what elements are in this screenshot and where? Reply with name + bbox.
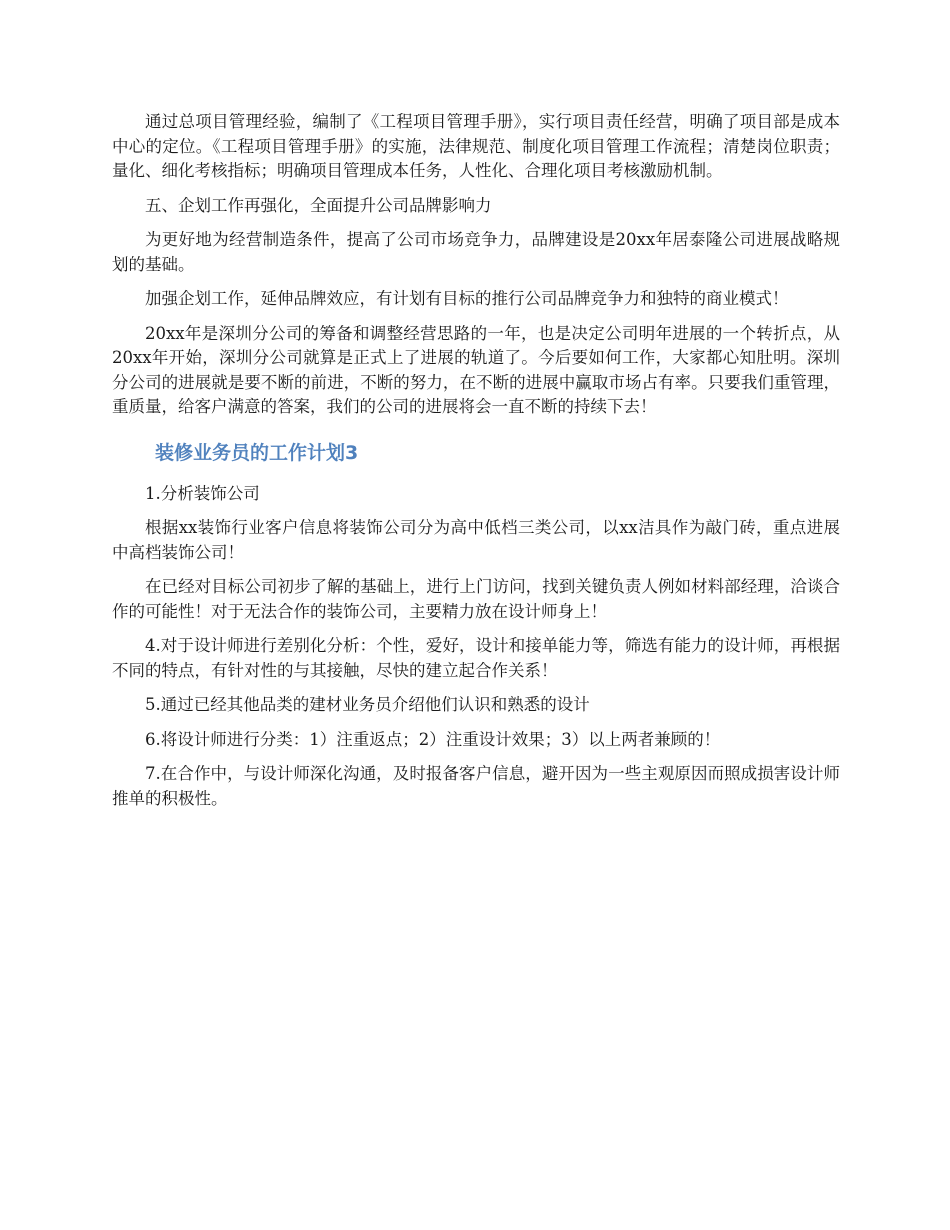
paragraph-designer-categories: 6.将设计师进行分类：1）注重返点；2）注重设计效果；3）以上两者兼顾的！ bbox=[145, 729, 721, 749]
paragraph-cooperation: 7.在合作中，与设计师深化沟通，及时报备客户信息，避开因为一些主观原因而照成损害设计师推单的积极性。 bbox=[112, 764, 840, 808]
paragraph-shenzhen-branch: 20xx年是深圳分公司的筹备和调整经营思路的一年，也是决定公司明年进展的一个转折点，从20xx年开始，深圳分公司就算是正式上了进展的轨道了。今后要如何工作，大家都心知肚明。深圳分公司的进展就是要不断的前进，不断的努力，在不断的进展中赢取市场占有率。只要我们重管理，重质量，给客户满意的答案，我们的公司的进展将会一直不断的持续下去！ bbox=[112, 323, 840, 416]
paragraph-planning-work: 加强企划工作，延伸品牌效应，有计划有目标的推行公司品牌竞争力和独特的商业模式！ bbox=[145, 289, 789, 308]
paragraph-project-management: 通过总项目管理经验，编制了《工程项目管理手册》，实行项目责任经营，明确了项目部是成本中心的定位。《工程项目管理手册》的实施，法律规范、制度化项目管理工作流程；清楚岗位职责；量化、细化考核指标；明确项目管理成本任务，人性化、合理化项目考核激励机制。 bbox=[112, 112, 840, 180]
paragraph-brand-building: 为更好地为经营制造条件，提高了公司市场竞争力，品牌建设是20xx年居泰隆公司进展战略规划的基础。 bbox=[112, 230, 840, 274]
paragraph-classify-companies: 根据xx装饰行业客户信息将装饰公司分为高中低档三类公司，以xx洁具作为敲门砖，重点进展中高档装饰公司！ bbox=[112, 518, 840, 562]
paragraph-designer-analysis: 4.对于设计师进行差别化分析：个性，爱好，设计和接单能力等，筛选有能力的设计师，再根据不同的特点，有针对性的与其接触，尽快的建立起合作关系！ bbox=[112, 636, 840, 680]
paragraph-analyze-companies: 1.分析装饰公司 bbox=[145, 483, 260, 503]
document-body bbox=[112, 110, 840, 821]
paragraph-section-five-title: 五、企划工作再强化，全面提升公司品牌影响力 bbox=[145, 195, 492, 215]
section-heading: 装修业务员的工作计划3 bbox=[155, 441, 359, 464]
paragraph-referrals: 5.通过已经其他品类的建材业务员介绍他们认识和熟悉的设计 bbox=[145, 695, 590, 714]
paragraph-door-visits: 在已经对目标公司初步了解的基础上，进行上门访问，找到关键负责人例如材料部经理，洽谈合作的可能性！对于无法合作的装饰公司，主要精力放在设计师身上！ bbox=[112, 577, 840, 621]
